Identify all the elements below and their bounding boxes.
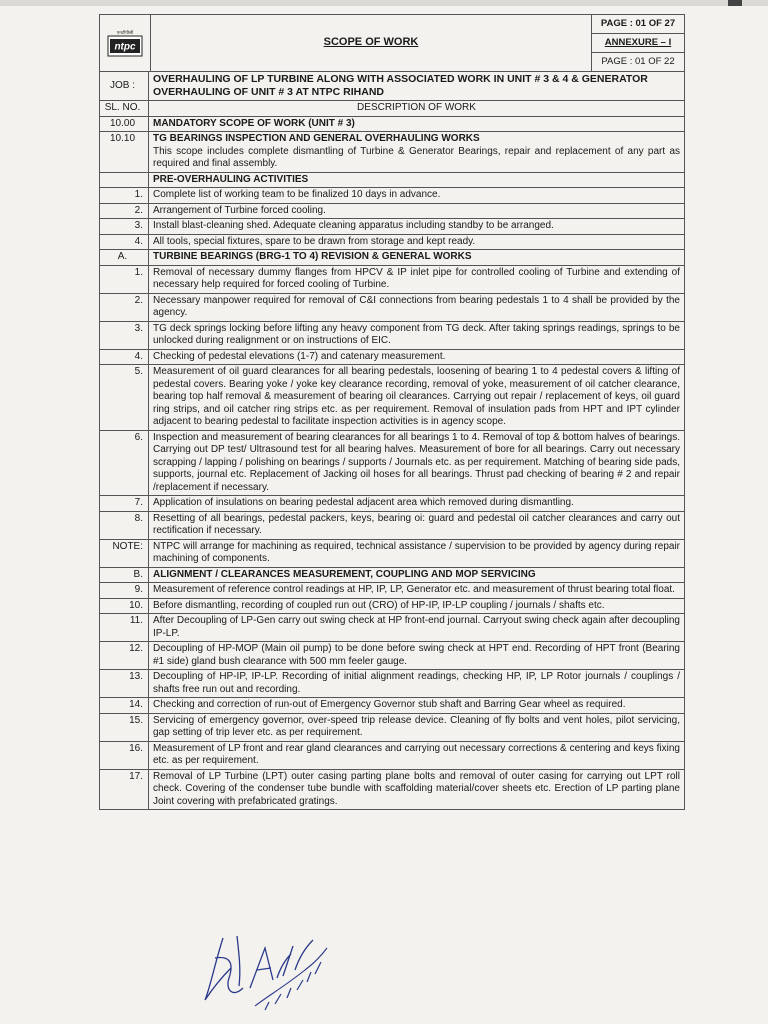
sl-no: 16.: [100, 742, 149, 769]
description-text: Servicing of emergency governor, over-speed trip release device. Cleaning of fly bolts and vent holes, pilot servicing, gap setting of trip lever etc. as per requirement.: [153, 714, 680, 739]
section-heading: ALIGNMENT / CLEARANCES MEASUREMENT, COUPLING AND MOP SERVICING: [153, 568, 536, 580]
sl-no: 8.: [100, 512, 149, 539]
work-description: [149, 132, 684, 172]
description-text: Decoupling of HP-IP, IP-LP. Recording of initial alignment readings, checking HP, IP, LP Rotor journals / couplings / shafts free run out and recording.: [153, 671, 680, 695]
page-top-edge: [0, 0, 768, 6]
work-description: [149, 698, 684, 713]
work-item-row: [100, 204, 684, 220]
description-text: Arrangement of Turbine forced cooling.: [153, 204, 326, 216]
sl-no: 2.: [100, 204, 149, 219]
work-description: [149, 250, 684, 265]
description-text: Inspection and measurement of bearing clearances for all bearings 1 to 4. Removal of top & bottom halves of bearings. Carrying out DP test/ Ultrasound test for all bearing halves. Measurement of bore for all bearings. Carry out necessary scrapping / lapping / polishing on bearings / supports / Journals etc. as per requirement. Matching of bearing side pads, supports, journal etc. Replacement of Jacking oil hoses for all bearings. Thrust pad checking of bearing # 2 and repair /replacement if necessary.: [153, 431, 680, 493]
work-description: [149, 583, 684, 598]
sl-no: 10.10: [100, 132, 149, 172]
description-text: TG deck springs locking before lifting any heavy component from TG deck. After taking springs readings, springs to be unlocked during realignment or on instructions of EIC.: [153, 322, 680, 347]
sl-no: 7.: [100, 496, 149, 511]
work-description: [149, 219, 684, 234]
work-item-row: [100, 294, 684, 322]
sl-no: 17.: [100, 770, 149, 810]
sl-no: 1.: [100, 266, 149, 293]
sl-no: NOTE:: [100, 540, 149, 567]
handwritten-signature: [195, 918, 335, 1013]
work-description: [149, 670, 684, 697]
section-heading: MANDATORY SCOPE OF WORK (UNIT # 3): [153, 117, 355, 129]
sl-no: 1.: [100, 188, 149, 203]
sl-no: 2.: [100, 294, 149, 321]
page-number-secondary: PAGE : 01 OF 22: [601, 56, 675, 68]
work-item-row: [100, 670, 684, 698]
work-item-row: [100, 235, 684, 251]
work-item-row: [100, 568, 684, 584]
description-text: Install blast-cleaning shed. Adequate cleaning apparatus including standby to be arranged.: [153, 220, 554, 232]
sl-no: 4.: [100, 350, 149, 365]
section-heading: TG BEARINGS INSPECTION AND GENERAL OVERHAULING WORKS: [153, 133, 480, 145]
work-description: [149, 770, 684, 810]
description-text: Removal of LP Turbine (LPT) outer casing parting plane bolts and removal of outer casing for carrying out LPT roll check. Covering of the condenser tube bundle with scaffolding material/cover sheets etc. Erection of LP parting plane Joint covering with prefabricated gratings.: [153, 770, 680, 807]
work-item-row: [100, 117, 684, 133]
description-text: Checking of pedestal elevations (1-7) and catenary measurement.: [153, 350, 446, 362]
work-description: [149, 540, 684, 567]
page-info: [592, 15, 684, 71]
work-description: [149, 365, 684, 430]
work-item-row: [100, 496, 684, 512]
work-item-row: [100, 188, 684, 204]
sl-no: 9.: [100, 583, 149, 598]
work-item-row: [100, 219, 684, 235]
sl-no: 6.: [100, 431, 149, 496]
document-header: [100, 15, 684, 72]
work-description: [149, 614, 684, 641]
job-label: JOB :: [100, 72, 149, 100]
work-description: [149, 204, 684, 219]
description-text: Measurement of oil guard clearances for all bearing pedestals, loosening of bearing 1 to 4 pedestal covers & lifting of pedestal covers. Bearing yoke / yoke key clearance recording, removal of yoke, measurement of oil catcher clearance, bearing top half removal & measurement of bearing oil clearances. Carrying out repair / replacement of keys, oil guard ring strips, and oil catcher ring strips etc. as per requirement. Removal of insulation pads from HPT and IPT cylinder adjacent to bearing pedestal to facilitate inspection activities is in agency scope.: [153, 366, 680, 428]
work-item-row: [100, 431, 684, 497]
work-description: [149, 599, 684, 614]
work-description: [149, 350, 684, 365]
work-description: [149, 496, 684, 511]
work-item-row: [100, 742, 684, 770]
ntpc-logo-icon: [107, 28, 143, 58]
work-description: [149, 714, 684, 741]
work-item-row: [100, 583, 684, 599]
sl-no: 12.: [100, 642, 149, 669]
column-header-row: [100, 101, 684, 117]
sl-no: 10.: [100, 599, 149, 614]
work-item-row: [100, 512, 684, 540]
work-description: [149, 742, 684, 769]
description-text: After Decoupling of LP-Gen carry out swing check at HP front-end journal. Carryout swing check again after decoupling IP-LP.: [153, 615, 680, 639]
sl-no: 4.: [100, 235, 149, 250]
work-item-row: [100, 770, 684, 810]
work-description: [149, 188, 684, 203]
sl-no: 13.: [100, 670, 149, 697]
svg-text:ntpc: ntpc: [114, 41, 136, 53]
sl-no-header: SL. NO.: [100, 101, 149, 116]
sl-no: A.: [100, 250, 149, 265]
work-item-row: [100, 365, 684, 431]
sl-no: 11.: [100, 614, 149, 641]
corner-mark: [728, 0, 742, 6]
sl-no: 10.00: [100, 117, 149, 132]
scope-of-work-document: [99, 14, 685, 810]
work-item-row: [100, 540, 684, 568]
work-item-row: [100, 173, 684, 189]
work-description: [149, 512, 684, 539]
description-text: Resetting of all bearings, pedestal packers, keys, bearing oi: guard and pedestal oil catcher clearances and carry out rectification if necessary.: [153, 512, 680, 537]
description-text: Measurement of LP front and rear gland clearances and carrying out necessary corrections & centering and keys fixing etc. as per requirement.: [153, 742, 680, 767]
work-description: [149, 642, 684, 669]
section-heading: TURBINE BEARINGS (BRG-1 TO 4) REVISION & GENERAL WORKS: [153, 251, 472, 263]
sl-no: B.: [100, 568, 149, 583]
job-row: [100, 72, 684, 101]
description-text: NTPC will arrange for machining as required, technical assistance / supervision to be provided by agency during repair machining of components.: [153, 540, 680, 565]
sl-no: 3.: [100, 219, 149, 234]
job-description: OVERHAULING OF LP TURBINE ALONG WITH ASSOCIATED WORK IN UNIT # 3 & 4 & GENERATOR OVERHAULING OF UNIT # 3 AT NTPC RIHAND: [153, 73, 648, 99]
work-items: [100, 117, 684, 810]
page-number: PAGE : 01 OF 27: [592, 15, 684, 34]
sl-no: 3.: [100, 322, 149, 349]
description-text: Measurement of reference control readings at HP, IP, LP, Generator etc. and measurement of thrust bearing total float.: [153, 584, 675, 596]
description-text: Removal of necessary dummy flanges from HPCV & IP inlet pipe for controlled cooling of Turbine and extending of necessary help required for forced cooling of Turbine.: [153, 266, 680, 291]
work-item-row: [100, 714, 684, 742]
work-description: [149, 235, 684, 250]
description-text: This scope includes complete dismantling of Turbine & Generator Bearings, repair and replacement of any part as required and final assembly.: [153, 145, 680, 170]
work-description: [149, 117, 684, 132]
description-text: Decoupling of HP-MOP (Main oil pump) to be done before swing check at HPT end. Recording of HPT front (Bearing #1 side) gland bush clearance with 500 mm feeler gauge.: [153, 643, 680, 667]
section-heading: PRE-OVERHAULING ACTIVITIES: [153, 173, 309, 185]
work-description: [149, 568, 684, 583]
work-item-row: [100, 642, 684, 670]
work-item-row: [100, 322, 684, 350]
work-item-row: [100, 266, 684, 294]
description-text: Necessary manpower required for removal of C&I connections from bearing pedestals 1 to 4 shall be provided by the agency.: [153, 294, 680, 319]
sl-no: 15.: [100, 714, 149, 741]
svg-text:एनटीपीसी: एनटीपीसी: [116, 31, 134, 36]
work-description: [149, 431, 684, 496]
work-item-row: [100, 698, 684, 714]
work-description: [149, 322, 684, 349]
document-title: SCOPE OF WORK: [151, 15, 592, 71]
description-text: Complete list of working team to be finalized 10 days in advance.: [153, 189, 441, 201]
work-description: [149, 294, 684, 321]
work-item-row: [100, 350, 684, 366]
sl-no: 14.: [100, 698, 149, 713]
description-header: DESCRIPTION OF WORK: [357, 102, 476, 114]
ntpc-logo: [100, 15, 151, 71]
sl-no: [100, 173, 149, 188]
work-item-row: [100, 599, 684, 615]
work-description: [149, 173, 684, 188]
description-text: All tools, special fixtures, spare to be drawn from storage and kept ready.: [153, 235, 476, 247]
description-text: Application of insulations on bearing pedestal adjacent area which removed during dismantling.: [153, 497, 574, 509]
description-text: Checking and correction of run-out of Emergency Governor stub shaft and Barring Gear wheel as required.: [153, 699, 626, 711]
work-item-row: [100, 250, 684, 266]
work-item-row: [100, 132, 684, 173]
annexure-label: ANNEXURE – I: [592, 34, 684, 53]
work-description: [149, 266, 684, 293]
description-text: Before dismantling, recording of coupled run out (CRO) of HP-IP, IP-LP coupling / journals / shafts etc.: [153, 599, 605, 611]
work-item-row: [100, 614, 684, 642]
sl-no: 5.: [100, 365, 149, 430]
